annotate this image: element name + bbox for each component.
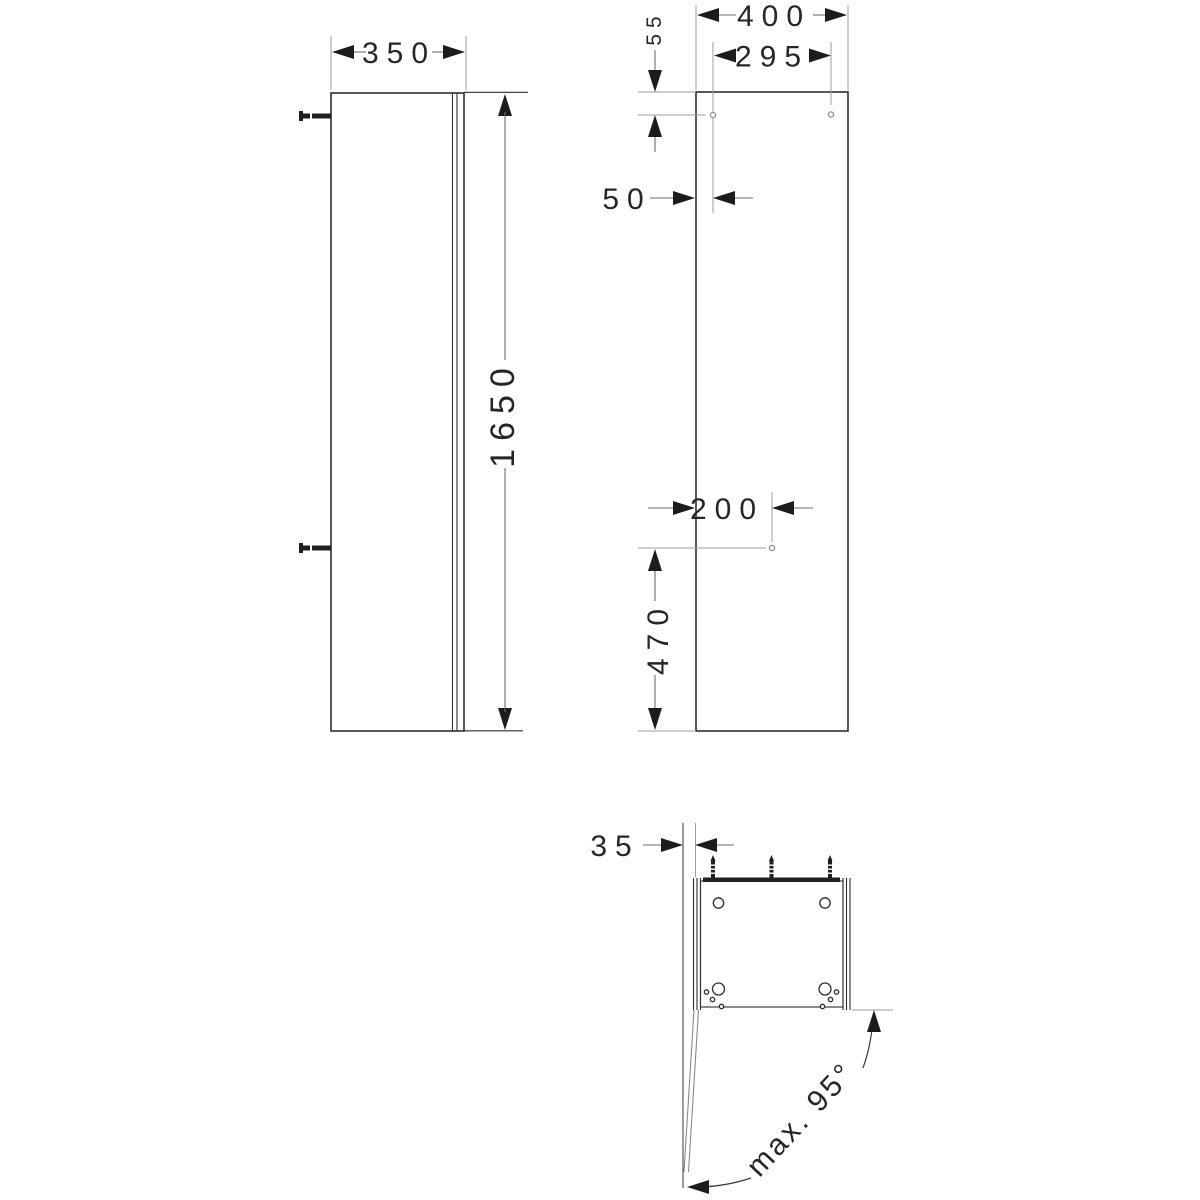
dimension-hole-spacing-295 — [713, 41, 831, 214]
door-open-position — [684, 1010, 699, 1172]
dimension-depth-350 — [331, 36, 466, 90]
dimension-mid-offset-200 — [648, 492, 813, 542]
small-hole — [820, 1004, 824, 1008]
wall-mount-pin-top — [299, 111, 331, 121]
dimension-top-offset-55 — [643, 10, 666, 152]
mounting-screw-icon — [711, 855, 716, 878]
side-view — [299, 36, 528, 731]
mounting-hole — [710, 112, 715, 117]
arrowhead-right-icon — [661, 838, 683, 852]
small-hole — [834, 990, 838, 994]
mounting-hole — [769, 545, 774, 550]
dimension-label-width: 400 — [736, 0, 812, 33]
arrowhead-right-icon — [809, 49, 831, 63]
small-hole — [704, 990, 708, 994]
dimension-bottom-height-470 — [642, 549, 675, 730]
dimension-label-wall-clearance: 35 — [590, 830, 640, 863]
bracket-hole — [713, 898, 723, 908]
arrowhead-left-icon — [332, 45, 354, 59]
arrowhead-up-icon — [648, 549, 662, 571]
mounting-screw-icon — [828, 855, 833, 878]
open-door-line — [689, 1010, 699, 1172]
front-view-cabinet-outline — [696, 92, 848, 731]
door-angle-label: max. 95° — [740, 1056, 862, 1183]
dimension-label-depth: 350 — [361, 37, 437, 70]
bracket-hole — [819, 983, 831, 995]
bracket-hole — [820, 898, 830, 908]
side-view-cabinet-outline — [331, 93, 464, 731]
arrowhead-right-icon — [673, 191, 695, 205]
door-swing-angle — [687, 1010, 893, 1194]
arrowhead-left-icon — [687, 1180, 709, 1194]
mounting-screws — [711, 855, 833, 878]
dimension-label-mid-offset: 200 — [689, 493, 765, 526]
dimension-height-1650 — [484, 94, 522, 730]
arrowhead-left-icon — [713, 191, 735, 205]
arrowhead-left-icon — [714, 49, 736, 63]
arrowhead-right-icon — [443, 45, 465, 59]
dimension-label-top-offset: 55 — [643, 10, 666, 46]
dimension-side-offset-50 — [602, 183, 753, 216]
dimension-label-height: 1650 — [484, 360, 522, 468]
small-hole — [828, 997, 832, 1001]
back-edge-bar — [703, 878, 840, 883]
arrowhead-down-icon — [648, 708, 662, 730]
dimension-label-hole-spacing: 295 — [734, 40, 810, 74]
small-hole — [710, 997, 714, 1001]
mounting-screw-icon — [769, 855, 774, 878]
small-hole — [719, 1004, 723, 1008]
arrowhead-left-icon — [772, 501, 794, 515]
top-view — [590, 823, 893, 1194]
dimension-label-side-offset: 50 — [602, 183, 652, 216]
arrowhead-left-icon — [697, 8, 719, 22]
dimension-label-bottom-height: 470 — [642, 600, 675, 676]
arrowhead-left-icon — [695, 838, 717, 852]
arrowhead-up-icon — [648, 115, 662, 137]
front-view — [602, 0, 848, 731]
wall-mount-pin-middle — [299, 543, 331, 553]
arrowhead-right-icon — [825, 8, 847, 22]
open-door-line — [684, 1010, 694, 1172]
mounting-hole — [828, 112, 833, 117]
bracket-hole — [713, 983, 725, 995]
arrowhead-down-icon — [648, 70, 662, 92]
arrowhead-up-icon — [867, 1010, 881, 1032]
